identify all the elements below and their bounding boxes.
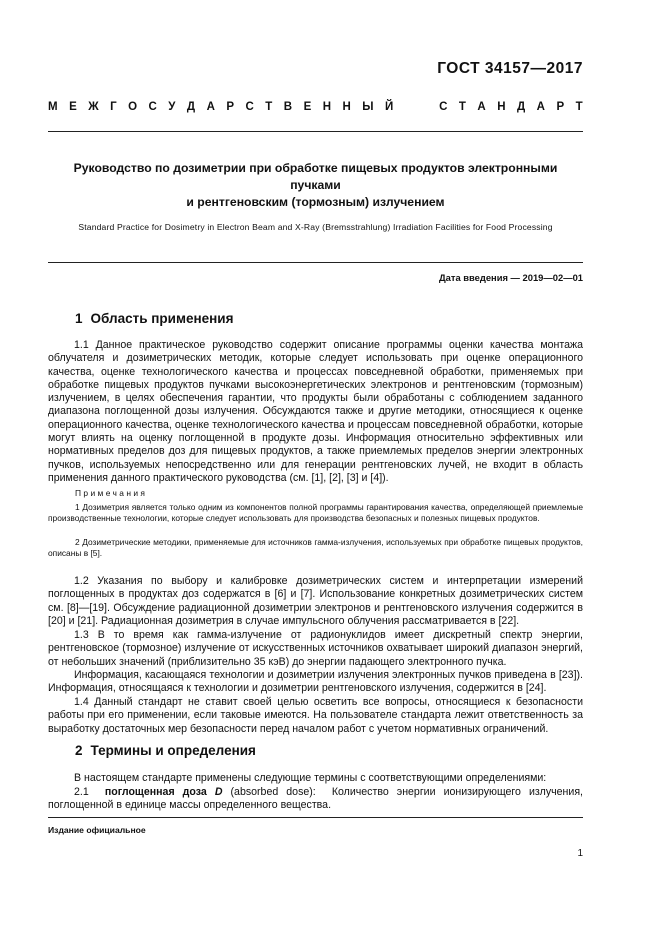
paragraph-1-2: 1.2 Указания по выбору и калибровке дозиметрических систем и интерпретации измерений поглощенных в продуктах доз содержатся в [6] и [7]. Использование конкретных дозиметрических систем см. [8]—[19]. Обсуждение радиационной дозиметрии электронов и рентгеновского излучения содержится в [20] и [21]. Радиационная дозиметрия в случае импульсного облучения рассматривается в [22].: [48, 575, 583, 627]
standard-type-letter: У: [168, 101, 176, 113]
term-definition: Количество энергии ионизирующего излучения, поглощенной в единице массы определенного вещества.: [48, 786, 583, 812]
section-2-title: Термины и определения: [90, 743, 256, 758]
paragraph-1-3: 1.3 В то время как гамма-излучение от радионуклидов имеет дискретный спектр энергии, рентгеновское (тормозное) излучение от искусственных источников охватывает широкий диапазон энергий, от небольших значений (приблизительно 35 кэВ) до энергии падающего электронного пучка.: [48, 629, 583, 668]
section-2-heading: [75, 743, 256, 758]
standard-type-letter: Н: [497, 101, 506, 113]
section-1-title: Область применения: [90, 311, 234, 326]
standard-type-letter: Н: [322, 101, 332, 113]
standard-type-heading: [48, 101, 583, 113]
paragraph-1-4: 1.4 Данный стандарт не ставит своей целью осветить все вопросы, относящиеся к безопасности работы при его применении, если таковые имеются. На пользователе стандарта лежит ответственность за выработку достаточных мер безопасности перед началом работ с учетом нормативных ограничений.: [48, 696, 583, 735]
notes-heading: Примечания: [75, 488, 148, 498]
standard-type-letter: С: [245, 101, 254, 113]
standard-type-letter: С: [439, 101, 448, 113]
page-number: 1: [577, 848, 583, 859]
standard-type-letter: Р: [226, 101, 235, 113]
english-title: Standard Practice for Dosimetry in Electron Beam and X-Ray (Bremsstrahlung) Irradiation Facilities for Food Processing: [78, 222, 553, 232]
document-title: [48, 160, 583, 211]
introduction-date: Дата введения — 2019—02—01: [438, 272, 583, 283]
standard-type-letter: М: [48, 101, 58, 113]
standard-type-letter: Т: [575, 101, 583, 113]
footer-rule: [48, 817, 583, 818]
section-2-intro: В настоящем стандарте применены следующие термины с соответствующими определениями:: [74, 772, 547, 784]
official-edition-label: Издание официальное: [48, 825, 146, 835]
standard-type-letter: С: [148, 101, 157, 113]
standard-type-letter: Д: [516, 101, 526, 113]
title-rule: [48, 262, 583, 263]
document-number: ГОСТ 34157—2017: [437, 60, 583, 77]
title-line-1: Руководство по дозиметрии при обработке пищевых продуктов электронными пучками: [73, 161, 558, 192]
standard-type-letter: Г: [110, 101, 117, 113]
standard-type-letter: Н: [342, 101, 351, 113]
top-rule: [48, 131, 583, 132]
standard-type-letter: Т: [265, 101, 273, 113]
term-name: поглощенная доза: [104, 786, 207, 798]
standard-type-letter: Е: [303, 101, 312, 113]
standard-type-letter: А: [477, 101, 486, 113]
title-line-2: и рентгеновским (тормозным) излучением: [186, 195, 445, 209]
section-1-number: 1: [75, 311, 83, 326]
standard-type-letter: Й: [385, 101, 394, 113]
term-2-1: [48, 786, 583, 813]
standard-type-letter: О: [128, 101, 138, 113]
section-1-heading: [75, 311, 233, 326]
paragraph-1-3-info: Информация, касающаяся технологии и дозиметрии излучения электронных пучков приведена в [23]). Информация, относящаяся к технологии и дозиметрии рентгеновского излучения, содержится в [24].: [48, 669, 583, 695]
standard-type-letter: Е: [69, 101, 77, 113]
section-2-number: 2: [75, 743, 83, 758]
term-english: (absorbed dose):: [230, 786, 316, 798]
note-1: 1 Дозиметрия является только одним из компонентов полной программы гарантирования качества, определяющей приемлемые производственные технологии, которые следует использовать для производства безопасных и полезных пищевых продуктов.: [48, 502, 583, 524]
standard-type-letter: Р: [556, 101, 565, 113]
standard-type-letter: Ж: [88, 101, 99, 113]
standard-type-letter: Ы: [362, 101, 374, 113]
term-number: 2.1: [74, 786, 89, 798]
standard-type-letter: А: [536, 101, 545, 113]
note-2: 2 Дозиметрические методики, применяемые для источников гамма-излучения, используемых при обработке пищевых продуктов, описаны в [5].: [48, 537, 583, 559]
standard-type-letter: Т: [458, 101, 466, 113]
standard-type-letter: Д: [186, 101, 196, 113]
standard-type-letter: А: [206, 101, 215, 113]
standard-type-letter: В: [283, 101, 293, 113]
term-symbol: D: [214, 786, 223, 798]
paragraph-1-1: 1.1 Данное практическое руководство содержит описание программы оценки качества монтажа облучателя и дозиметрических методик, которые следует использовать при оценке операционного качества, оценке технологического качества и процессах повседневной обработки, применяемых при обработке пищевых продуктов пучками высокоэнергетических электронов и рентгеновским (тормозным) излучением, в целях обеспечения гарантии, что продукты были обработаны с соблюдением заданного диапазона поглощенной дозы излучения. Обсуждаются также и другие методики, относящиеся к оценке операционного качества, оценке технологического качества и процессам повседневной обработки, которые могут влиять на оценку поглощенной в продукте дозы. Информация относительно эффективных или нормативных пределов доз для пищевых продуктов, а также приемлемых пределов энергии электронных пучков, используемых непосредственно или для генерации рентгеновских лучей, не входит в область применения данного практического руководства (см. [1], [2], [3] и [4]).: [48, 339, 583, 484]
